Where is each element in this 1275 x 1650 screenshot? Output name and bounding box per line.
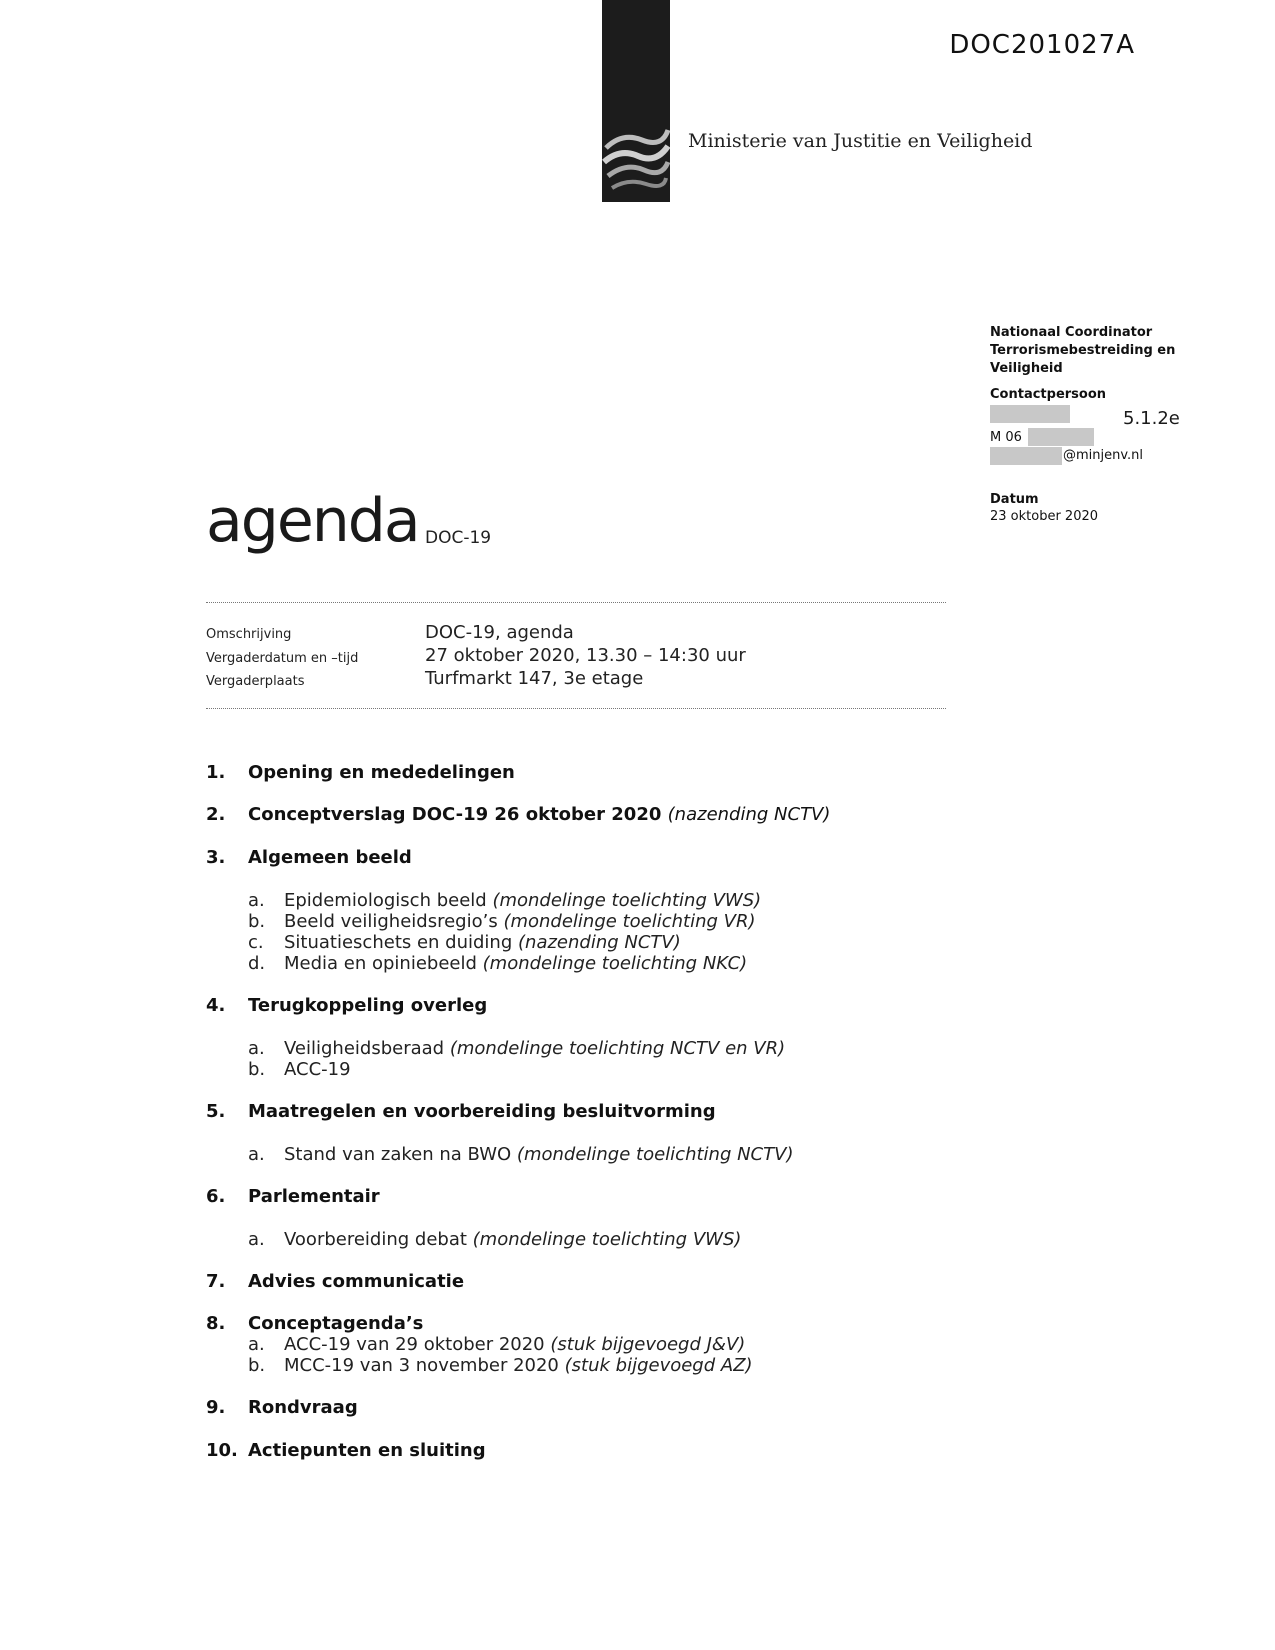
item-number: 9. <box>206 1397 226 1418</box>
redaction-box <box>990 447 1062 465</box>
agenda-subitem <box>248 1355 753 1376</box>
agenda-item <box>206 762 515 783</box>
subitem-text: Voorbereiding debat <box>284 1229 467 1250</box>
redaction-box <box>1028 428 1094 446</box>
item-title: Algemeen beeld <box>248 847 412 868</box>
agenda-subitem <box>248 1144 793 1165</box>
item-number: 5. <box>206 1101 226 1122</box>
subitem-text: Beeld veiligheidsregio’s <box>284 911 498 932</box>
subitem-note: (mondelinge toelichting NCTV en VR) <box>449 1038 786 1059</box>
subitem-letter: d. <box>248 953 266 974</box>
date-label: Datum <box>990 492 1039 507</box>
subitem-note: (mondelinge toelichting VR) <box>503 911 756 932</box>
item-number: 8. <box>206 1313 226 1334</box>
subitem-note: (mondelinge toelichting NCTV) <box>516 1144 794 1165</box>
subitem-note: (stuk bijgevoegd J&V) <box>550 1334 746 1355</box>
item-title: Parlementair <box>248 1186 380 1207</box>
subitem-text: Stand van zaken na BWO <box>284 1144 512 1165</box>
subitem-note: (mondelinge toelichting VWS) <box>492 890 762 911</box>
item-title: Actiepunten en sluiting <box>248 1440 486 1461</box>
subitem-letter: a. <box>248 1334 265 1355</box>
subitem-letter: a. <box>248 1038 265 1059</box>
item-number: 1. <box>206 762 226 783</box>
subitem-letter: b. <box>248 1355 266 1376</box>
agenda-item <box>206 995 487 1016</box>
agenda-subitem <box>248 953 747 974</box>
mobile-prefix: M 06 <box>990 430 1022 445</box>
agenda-item <box>206 847 412 868</box>
agenda-item <box>206 1313 423 1334</box>
redaction-box <box>990 405 1070 423</box>
subitem-text: ACC-19 van 29 oktober 2020 <box>284 1334 545 1355</box>
redaction-code: 5.1.2e <box>1123 408 1180 429</box>
item-number: 6. <box>206 1186 226 1207</box>
item-title: Maatregelen en voorbereiding besluitvorming <box>248 1101 716 1122</box>
agenda-item <box>206 1271 464 1292</box>
agenda-item <box>206 1397 358 1418</box>
subitem-letter: b. <box>248 911 266 932</box>
subitem-text: Situatieschets en duiding <box>284 932 513 953</box>
item-number: 4. <box>206 995 226 1016</box>
agenda-item <box>206 1440 486 1461</box>
agenda-subitem <box>248 1038 785 1059</box>
meta-label: Vergaderplaats <box>206 674 305 689</box>
agenda-subitem <box>248 911 755 932</box>
item-title: Terugkoppeling overleg <box>248 995 488 1016</box>
item-note: (nazending NCTV) <box>667 804 831 825</box>
item-number: 7. <box>206 1271 226 1292</box>
subitem-text: Media en opiniebeeld <box>284 953 477 974</box>
item-title: Advies communicatie <box>248 1271 465 1292</box>
subitem-letter: c. <box>248 932 264 953</box>
subitem-note: (stuk bijgevoegd AZ) <box>564 1355 753 1376</box>
subitem-letter: a. <box>248 1144 265 1165</box>
contact-label: Contactpersoon <box>990 387 1107 402</box>
meta-value: Turfmarkt 147, 3e etage <box>425 668 644 689</box>
subitem-text: MCC-19 van 3 november 2020 <box>284 1355 559 1376</box>
subitem-text: Epidemiologisch beeld <box>284 890 487 911</box>
item-number: 3. <box>206 847 226 868</box>
date-value: 23 oktober 2020 <box>990 509 1099 524</box>
agenda-subitem <box>248 932 681 953</box>
page-title: agenda <box>206 486 419 556</box>
page-subtitle: DOC-19 <box>425 528 492 548</box>
sender-organisation: Nationaal Coordinator Terrorismebestreiding en Veiligheid <box>990 325 1176 376</box>
subitem-note: (nazending NCTV) <box>518 932 681 953</box>
subitem-text: Veiligheidsberaad <box>284 1038 445 1059</box>
item-title: Conceptverslag DOC-19 26 oktober 2020 <box>248 804 662 825</box>
divider <box>206 602 946 603</box>
agenda-subitem <box>248 1059 351 1080</box>
agenda-subitem <box>248 890 761 911</box>
agenda-subitem <box>248 1229 741 1250</box>
ministry-name: Ministerie van Justitie en Veiligheid <box>688 130 1033 152</box>
subitem-note: (mondelinge toelichting NKC) <box>482 953 748 974</box>
subitem-letter: a. <box>248 1229 265 1250</box>
document-number: DOC201027A <box>949 30 1135 60</box>
item-number: 10. <box>206 1440 238 1461</box>
item-title: Conceptagenda’s <box>248 1313 424 1334</box>
logo-bar <box>602 0 670 118</box>
item-title: Rondvraag <box>248 1397 358 1418</box>
meta-value: 27 oktober 2020, 13.30 – 14:30 uur <box>425 645 746 666</box>
item-number: 2. <box>206 804 226 825</box>
subitem-text: ACC-19 <box>284 1059 351 1080</box>
agenda-subitem <box>248 1334 745 1355</box>
agenda-item <box>206 804 830 825</box>
meta-label: Omschrijving <box>206 627 292 642</box>
divider <box>206 708 946 709</box>
subitem-letter: a. <box>248 890 265 911</box>
agenda-item <box>206 1186 380 1207</box>
subitem-note: (mondelinge toelichting VWS) <box>472 1229 742 1250</box>
email-suffix: @minjenv.nl <box>1063 448 1144 463</box>
meta-label: Vergaderdatum en –tijd <box>206 651 359 666</box>
subitem-letter: b. <box>248 1059 266 1080</box>
rijksoverheid-logo-icon <box>602 118 670 202</box>
meta-value: DOC-19, agenda <box>425 622 574 643</box>
agenda-item <box>206 1101 716 1122</box>
item-title: Opening en mededelingen <box>248 762 515 783</box>
